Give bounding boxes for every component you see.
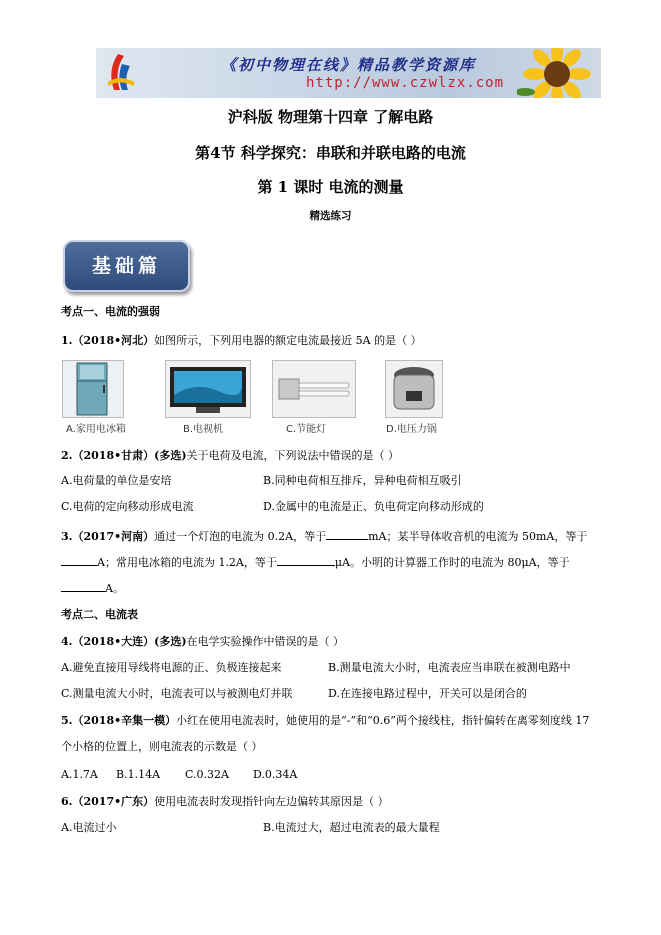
banner-url: http://www.czwlzx.com xyxy=(306,75,505,91)
question-2 xyxy=(61,448,399,464)
question-3-line-2 xyxy=(61,553,570,571)
question-text: 在电学实验操作中错误的是（ ） xyxy=(186,635,345,648)
section-heading-1: 考点一、电流的强弱 xyxy=(61,305,160,318)
tv-image xyxy=(165,360,251,418)
option-b: B.同种电荷相互排斥，异种电荷相互吸引 xyxy=(263,474,462,487)
site-logo-icon xyxy=(104,52,138,94)
option-c: C.0.32A xyxy=(185,768,229,781)
question-tag: 4.（2018•大连）(多选) xyxy=(61,635,187,648)
answer-blank[interactable] xyxy=(61,579,105,592)
question-5-line-2: 个小格的位置上，则电流表的示数是（ ） xyxy=(61,740,263,753)
option-c: C.电荷的定向移动形成电流 xyxy=(61,500,194,513)
section-title: 第4节 科学探究：串联和并联电路的电流 xyxy=(195,144,466,162)
chapter-title: 沪科版 物理第十四章 了解电路 xyxy=(227,108,434,126)
pressure-cooker-image xyxy=(385,360,443,418)
subtitle: 精选练习 xyxy=(309,210,352,222)
question-tag: 5.（2018•辛集一模） xyxy=(61,714,177,727)
question-text: 使用电流表时发现指针向左边偏转其原因是（ ） xyxy=(154,795,389,808)
option-c: C.测量电流大小时，电流表可以与被测电灯并联 xyxy=(61,687,293,700)
fridge-image xyxy=(62,360,124,418)
question-text: μA。小明的计算器工作时的电流为 80μA，等于 xyxy=(334,556,570,569)
option-b: B.1.14A xyxy=(116,768,161,781)
caption-c: C.节能灯 xyxy=(286,424,327,435)
question-text: 通过一个灯泡的电流为 0.2A，等于 xyxy=(154,530,327,543)
option-a: A.1.7A xyxy=(61,768,98,781)
question-tag: 3.（2017•河南） xyxy=(61,530,155,543)
question-4 xyxy=(61,634,344,650)
option-d: D.金属中的电流是正、负电荷定向移动形成的 xyxy=(263,500,484,513)
question-1 xyxy=(61,333,422,349)
question-tag: 2.（2018•甘肃）(多选) xyxy=(61,449,187,462)
answer-blank[interactable] xyxy=(277,553,335,566)
caption-d: D.电压力锅 xyxy=(386,424,437,435)
question-tag: 6.（2017•广东） xyxy=(61,795,155,808)
lesson-title: 第 1 课时 电流的测量 xyxy=(257,178,404,196)
option-b: B.电流过大，超过电流表的最大量程 xyxy=(263,821,440,834)
question-5 xyxy=(61,713,589,729)
badge-label: 基础篇 xyxy=(91,255,161,277)
question-text: A；常用电冰箱的电流为 1.2A，等于 xyxy=(97,556,277,569)
question-text: A。 xyxy=(105,582,124,595)
question-text: 小红在使用电流表时，她使用的是“-”和“0.6”两个接线柱，指针偏转在离零刻度线 17 xyxy=(176,714,590,727)
banner-title: 《初中物理在线》精品教学资源库 xyxy=(221,56,477,74)
question-6 xyxy=(61,794,389,810)
section-heading-2: 考点二、电流表 xyxy=(61,608,138,621)
header-banner xyxy=(96,48,601,98)
question-3 xyxy=(61,527,587,545)
answer-blank[interactable] xyxy=(326,527,368,540)
option-d: D.在连接电路过程中，开关可以是闭合的 xyxy=(328,687,527,700)
caption-b: B.电视机 xyxy=(183,424,224,435)
option-a: A.避免直接用导线将电源的正、负极连接起来 xyxy=(61,661,282,674)
answer-blank[interactable] xyxy=(61,553,97,566)
sunflower-icon xyxy=(517,48,597,98)
option-b: B.测量电流大小时，电流表应当串联在被测电路中 xyxy=(328,661,571,674)
caption-a: A.家用电冰箱 xyxy=(66,424,126,435)
question-text: 关于电荷及电流，下列说法中错误的是（ ） xyxy=(186,449,400,462)
question-3-line-3 xyxy=(61,579,124,597)
option-d: D.0.34A xyxy=(253,768,298,781)
option-a: A.电荷量的单位是安培 xyxy=(61,474,172,487)
option-a: A.电流过小 xyxy=(61,821,117,834)
energy-saving-lamp-image xyxy=(272,360,356,418)
question-tag: 1.（2018•河北） xyxy=(61,334,155,347)
question-text: 如图所示，下列用电器的额定电流最接近 5A 的是（ ） xyxy=(154,334,422,347)
basic-level-badge xyxy=(63,240,190,292)
question-text: mA；某半导体收音机的电流为 50mA，等于 xyxy=(368,530,588,543)
